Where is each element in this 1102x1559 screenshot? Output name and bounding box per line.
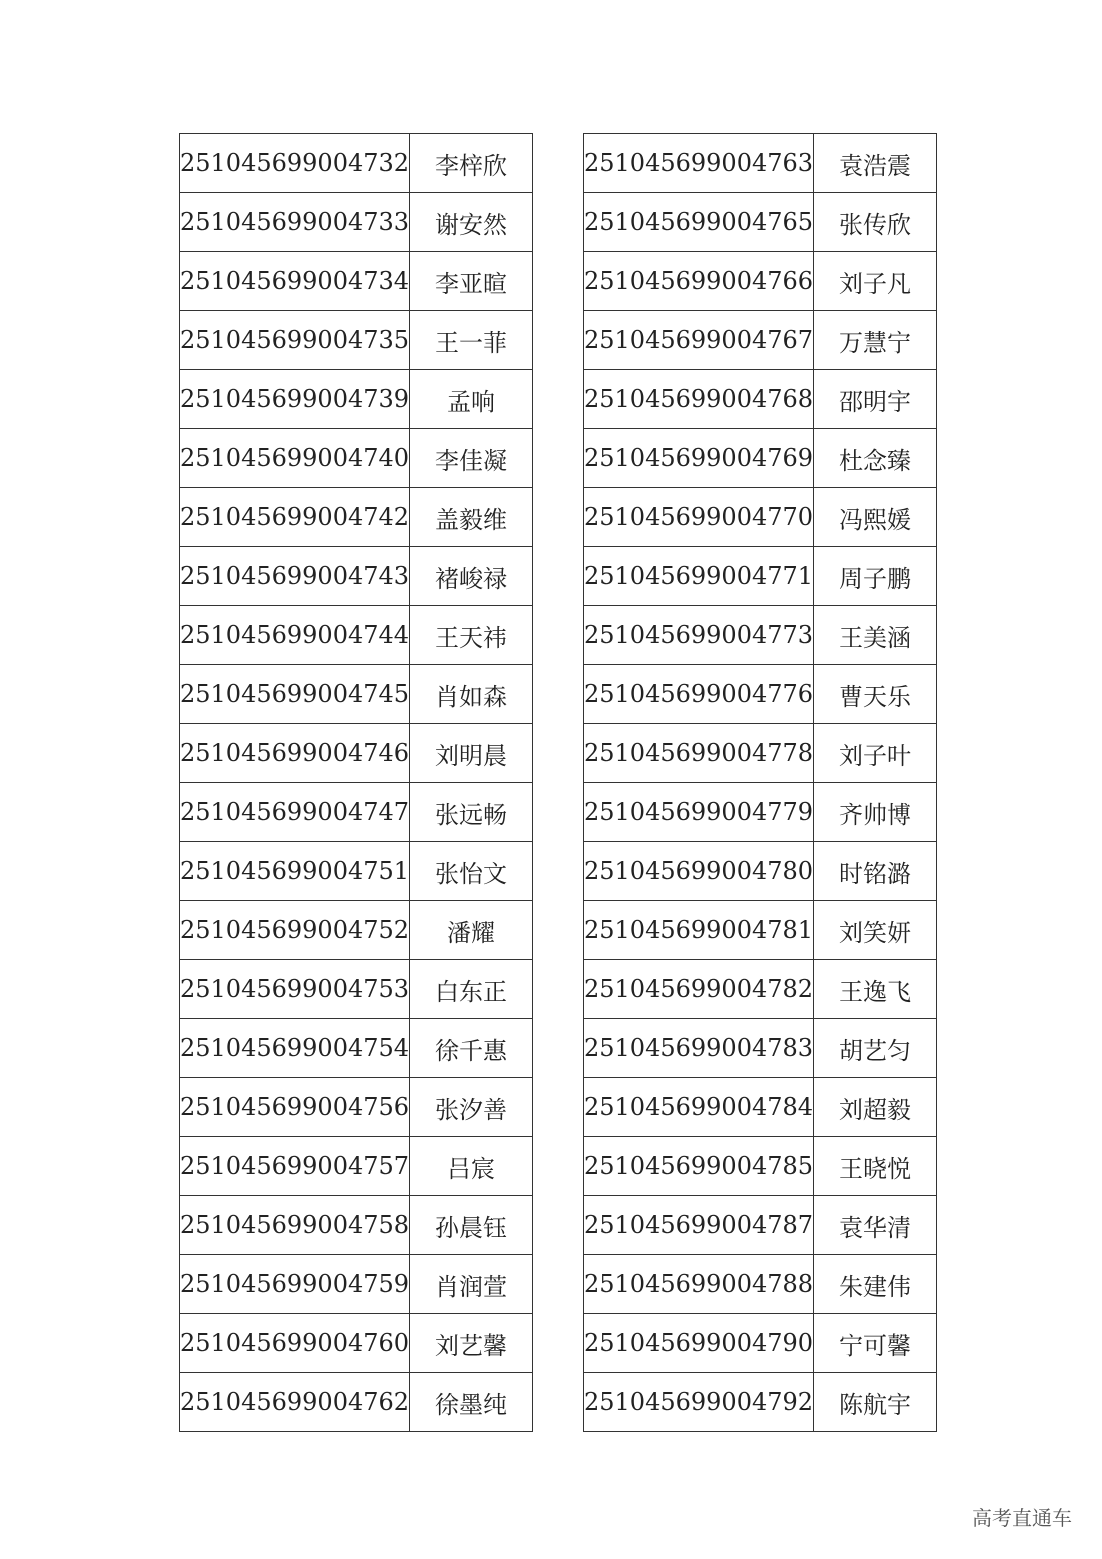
student-name-cell: 徐墨纯 xyxy=(410,1373,533,1432)
table-row xyxy=(584,724,937,783)
student-name-cell: 刘子叶 xyxy=(814,724,937,783)
student-name-cell: 万慧宁 xyxy=(814,311,937,370)
exam-id-cell: 251045699004743 xyxy=(180,547,410,606)
table-row xyxy=(180,960,533,1019)
left-roster-table xyxy=(179,133,533,1432)
student-name-cell: 袁浩震 xyxy=(814,134,937,193)
exam-id-cell: 251045699004765 xyxy=(584,193,814,252)
exam-id-cell: 251045699004754 xyxy=(180,1019,410,1078)
student-name-cell: 吕宸 xyxy=(410,1137,533,1196)
table-row xyxy=(180,547,533,606)
student-name-cell: 潘耀 xyxy=(410,901,533,960)
student-name-cell: 刘超毅 xyxy=(814,1078,937,1137)
exam-id-cell: 251045699004734 xyxy=(180,252,410,311)
table-row xyxy=(180,193,533,252)
student-name-cell: 李亚暄 xyxy=(410,252,533,311)
exam-id-cell: 251045699004753 xyxy=(180,960,410,1019)
exam-id-cell: 251045699004766 xyxy=(584,252,814,311)
exam-id-cell: 251045699004759 xyxy=(180,1255,410,1314)
table-row xyxy=(180,1314,533,1373)
exam-id-cell: 251045699004773 xyxy=(584,606,814,665)
table-row xyxy=(584,429,937,488)
student-name-cell: 刘子凡 xyxy=(814,252,937,311)
exam-id-cell: 251045699004792 xyxy=(584,1373,814,1432)
student-name-cell: 张远畅 xyxy=(410,783,533,842)
student-name-cell: 李梓欣 xyxy=(410,134,533,193)
exam-id-cell: 251045699004747 xyxy=(180,783,410,842)
right-roster-table xyxy=(583,133,937,1432)
student-name-cell: 王晓悦 xyxy=(814,1137,937,1196)
table-row xyxy=(584,1019,937,1078)
table-row xyxy=(180,429,533,488)
exam-id-cell: 251045699004768 xyxy=(584,370,814,429)
exam-id-cell: 251045699004788 xyxy=(584,1255,814,1314)
student-name-cell: 周子鹏 xyxy=(814,547,937,606)
table-row xyxy=(180,665,533,724)
table-row xyxy=(584,488,937,547)
student-name-cell: 袁华清 xyxy=(814,1196,937,1255)
table-row xyxy=(584,960,937,1019)
table-row xyxy=(180,1255,533,1314)
student-name-cell: 王一菲 xyxy=(410,311,533,370)
table-row xyxy=(584,783,937,842)
exam-id-cell: 251045699004751 xyxy=(180,842,410,901)
table-row xyxy=(180,252,533,311)
student-name-cell: 胡艺匀 xyxy=(814,1019,937,1078)
student-name-cell: 孟响 xyxy=(410,370,533,429)
table-row xyxy=(584,547,937,606)
table-row xyxy=(584,311,937,370)
table-row xyxy=(180,606,533,665)
table-row xyxy=(180,488,533,547)
table-row xyxy=(180,311,533,370)
exam-id-cell: 251045699004762 xyxy=(180,1373,410,1432)
exam-id-cell: 251045699004779 xyxy=(584,783,814,842)
student-name-cell: 时铭潞 xyxy=(814,842,937,901)
exam-id-cell: 251045699004784 xyxy=(584,1078,814,1137)
student-name-cell: 刘明晨 xyxy=(410,724,533,783)
table-row xyxy=(584,193,937,252)
exam-id-cell: 251045699004790 xyxy=(584,1314,814,1373)
table-row xyxy=(180,1019,533,1078)
exam-id-cell: 251045699004739 xyxy=(180,370,410,429)
student-name-cell: 王美涵 xyxy=(814,606,937,665)
table-row xyxy=(584,665,937,724)
student-name-cell: 盖毅维 xyxy=(410,488,533,547)
table-row xyxy=(584,1255,937,1314)
student-name-cell: 宁可馨 xyxy=(814,1314,937,1373)
student-name-cell: 孙晨钰 xyxy=(410,1196,533,1255)
exam-id-cell: 251045699004778 xyxy=(584,724,814,783)
table-row xyxy=(584,606,937,665)
table-row xyxy=(584,1373,937,1432)
student-name-cell: 谢安然 xyxy=(410,193,533,252)
exam-id-cell: 251045699004752 xyxy=(180,901,410,960)
exam-id-cell: 251045699004780 xyxy=(584,842,814,901)
student-name-cell: 张传欣 xyxy=(814,193,937,252)
watermark-text: 高考直通车 xyxy=(972,1506,1072,1530)
student-name-cell: 褚峻禄 xyxy=(410,547,533,606)
exam-id-cell: 251045699004760 xyxy=(180,1314,410,1373)
student-name-cell: 肖润萱 xyxy=(410,1255,533,1314)
table-row xyxy=(180,842,533,901)
table-row xyxy=(180,1373,533,1432)
exam-id-cell: 251045699004769 xyxy=(584,429,814,488)
student-name-cell: 刘笑妍 xyxy=(814,901,937,960)
table-row xyxy=(180,724,533,783)
student-name-cell: 白东正 xyxy=(410,960,533,1019)
table-row xyxy=(584,252,937,311)
exam-id-cell: 251045699004732 xyxy=(180,134,410,193)
exam-id-cell: 251045699004770 xyxy=(584,488,814,547)
exam-id-cell: 251045699004744 xyxy=(180,606,410,665)
student-name-cell: 刘艺馨 xyxy=(410,1314,533,1373)
exam-id-cell: 251045699004763 xyxy=(584,134,814,193)
student-name-cell: 王天祎 xyxy=(410,606,533,665)
student-name-cell: 李佳凝 xyxy=(410,429,533,488)
table-row xyxy=(584,1196,937,1255)
exam-id-cell: 251045699004735 xyxy=(180,311,410,370)
exam-id-cell: 251045699004787 xyxy=(584,1196,814,1255)
table-row xyxy=(180,1137,533,1196)
student-name-cell: 肖如森 xyxy=(410,665,533,724)
exam-id-cell: 251045699004776 xyxy=(584,665,814,724)
exam-id-cell: 251045699004785 xyxy=(584,1137,814,1196)
student-name-cell: 邵明宇 xyxy=(814,370,937,429)
table-row xyxy=(584,134,937,193)
table-row xyxy=(584,370,937,429)
student-name-cell: 王逸飞 xyxy=(814,960,937,1019)
student-name-cell: 杜念臻 xyxy=(814,429,937,488)
exam-id-cell: 251045699004758 xyxy=(180,1196,410,1255)
exam-id-cell: 251045699004757 xyxy=(180,1137,410,1196)
exam-id-cell: 251045699004782 xyxy=(584,960,814,1019)
exam-id-cell: 251045699004733 xyxy=(180,193,410,252)
table-row xyxy=(584,901,937,960)
right-roster-body xyxy=(584,134,937,1432)
table-row xyxy=(180,370,533,429)
exam-id-cell: 251045699004756 xyxy=(180,1078,410,1137)
exam-id-cell: 251045699004740 xyxy=(180,429,410,488)
table-row xyxy=(180,134,533,193)
table-row xyxy=(584,1137,937,1196)
student-name-cell: 朱建伟 xyxy=(814,1255,937,1314)
table-row xyxy=(180,783,533,842)
student-name-cell: 冯熙媛 xyxy=(814,488,937,547)
exam-id-cell: 251045699004742 xyxy=(180,488,410,547)
student-name-cell: 陈航宇 xyxy=(814,1373,937,1432)
table-row xyxy=(584,1078,937,1137)
exam-id-cell: 251045699004767 xyxy=(584,311,814,370)
exam-id-cell: 251045699004745 xyxy=(180,665,410,724)
student-name-cell: 曹天乐 xyxy=(814,665,937,724)
exam-id-cell: 251045699004771 xyxy=(584,547,814,606)
student-name-cell: 齐帅博 xyxy=(814,783,937,842)
table-row xyxy=(584,1314,937,1373)
exam-id-cell: 251045699004746 xyxy=(180,724,410,783)
exam-id-cell: 251045699004781 xyxy=(584,901,814,960)
exam-id-cell: 251045699004783 xyxy=(584,1019,814,1078)
student-name-cell: 张怡文 xyxy=(410,842,533,901)
left-roster-body xyxy=(180,134,533,1432)
table-row xyxy=(180,1078,533,1137)
table-row xyxy=(180,901,533,960)
table-row xyxy=(180,1196,533,1255)
student-name-cell: 徐千惠 xyxy=(410,1019,533,1078)
table-row xyxy=(584,842,937,901)
student-name-cell: 张汐善 xyxy=(410,1078,533,1137)
